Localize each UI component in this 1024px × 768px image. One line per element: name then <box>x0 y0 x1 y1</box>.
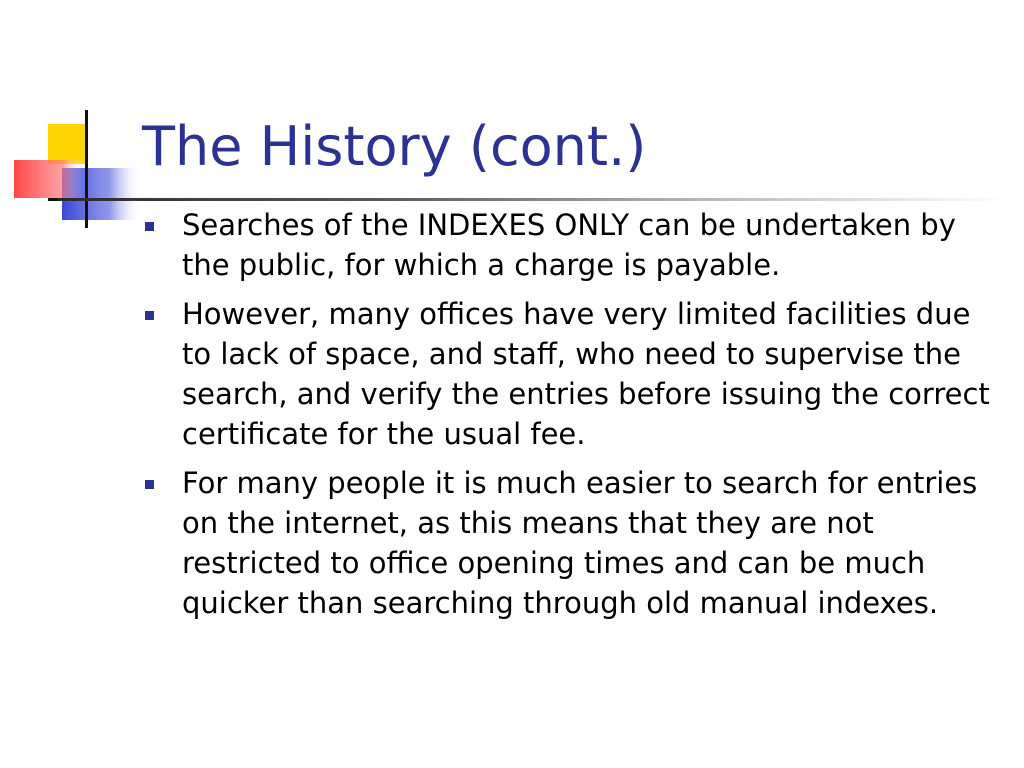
square-bullet-icon <box>145 480 154 489</box>
list-item <box>145 463 1005 623</box>
list-item <box>145 294 1005 454</box>
bullet-text: However, many offices have very limited facilities due to lack of space, and staff, who need to supervise the search, and verify the entries before issuing the correct certificate for the usual fee. <box>182 297 990 451</box>
list-item <box>145 205 1005 285</box>
bullet-text: Searches of the INDEXES ONLY can be undertaken by the public, for which a charge is payable. <box>182 208 956 282</box>
bullet-text: For many people it is much easier to search for entries on the internet, as this means that they are not restricted to office opening times and can be much quicker than searching through old manual indexes. <box>182 466 978 620</box>
title-divider <box>58 198 1008 201</box>
slide-title: The History (cont.) <box>142 115 647 178</box>
bullet-list <box>145 205 1005 632</box>
square-bullet-icon <box>145 311 154 320</box>
square-bullet-icon <box>145 222 154 231</box>
squares-crosshair-logo-icon <box>0 0 150 240</box>
